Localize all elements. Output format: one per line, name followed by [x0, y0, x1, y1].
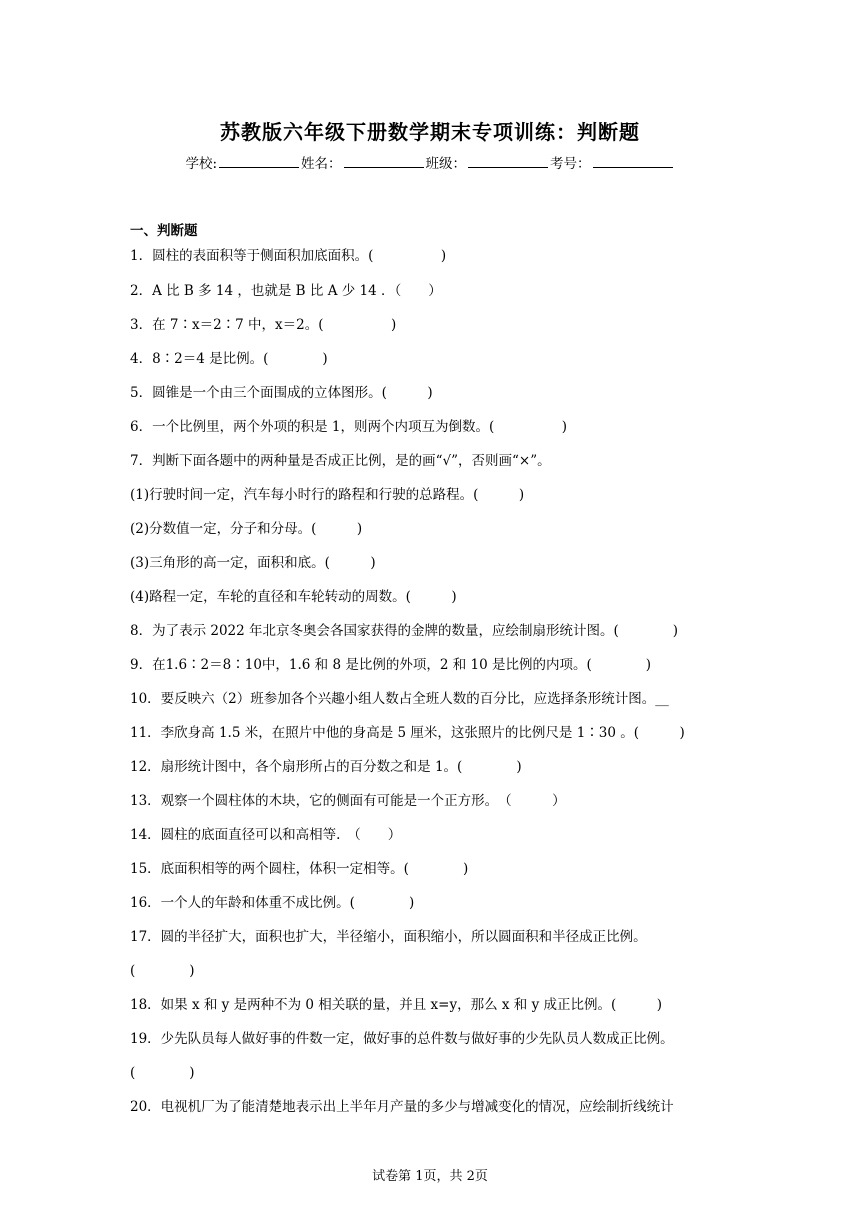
question-14: 14．圆柱的底面直径可以和高相等. （ ）	[130, 827, 402, 843]
question-5: 5．圆锥是一个由三个面围成的立体图形。( )	[130, 385, 433, 401]
question-2: 2．A 比 B 多 14 ，也就是 B 比 A 少 14 ．（ ）	[130, 283, 442, 299]
class-blank[interactable]	[468, 154, 548, 168]
school-label: 学校:	[185, 156, 218, 172]
question-20: 20．电视机厂为了能清楚地表示出上半年月产量的多少与增减变化的情况，应绘制折线统计	[130, 1099, 674, 1115]
question-7-4: (4)路程一定，车轮的直径和车轮转动的周数。( )	[130, 589, 457, 605]
question-18: 18．如果 x 和 y 是两种不为 0 相关联的量，并且 x=y，那么 x 和 y 成正比例。( )	[130, 997, 663, 1013]
question-1: 1．圆柱的表面积等于侧面积加底面积。( )	[130, 248, 447, 264]
question-12: 12．扇形统计图中，各个扇形所占的百分数之和是 1。( )	[130, 759, 522, 775]
question-10: 10．要反映六（2）班参加各个兴趣小组人数占全班人数的百分比，应选择条形统计图。__	[130, 691, 669, 707]
exam-number-blank[interactable]	[593, 154, 673, 168]
name-label: 姓名：	[301, 156, 342, 172]
exam-number-label: 考号：	[550, 156, 591, 172]
question-7-1: (1)行驶时间一定，汽车每小时行的路程和行驶的总路程。( )	[130, 487, 525, 503]
class-label: 班级：	[425, 156, 467, 172]
question-19-answer: ( )	[130, 1065, 195, 1081]
question-4: 4．8∶2＝4 是比例。( )	[130, 351, 328, 367]
question-3: 3．在 7∶x＝2∶7 中，x＝2。( )	[130, 317, 397, 333]
question-8: 8．为了表示 2022 年北京冬奥会各国家获得的金牌的数量，应绘制扇形统计图。( )	[130, 623, 679, 639]
school-blank[interactable]	[219, 154, 299, 168]
page-footer: 试卷第 1页，共 2页	[372, 1169, 488, 1184]
question-19: 19．少先队员每人做好事的件数一定，做好事的总件数与做好事的少先队员人数成正比例。	[130, 1031, 674, 1047]
question-7-3: (3)三角形的高一定，面积和底。( )	[130, 555, 376, 571]
student-info-line	[0, 152, 860, 172]
question-17-answer: ( )	[130, 963, 195, 979]
question-7-2: (2)分数值一定，分子和分母。( )	[130, 521, 363, 537]
question-11: 11．李欣身高 1.5 米，在照片中他的身高是 5 厘米，这张照片的比例尺是 1∶30 。( )	[130, 725, 685, 741]
question-7: 7．判断下面各题中的两种量是否成正比例，是的画“√”，否则画“×”。	[130, 453, 551, 469]
question-17: 17．圆的半径扩大，面积也扩大，半径缩小，面积缩小，所以圆面积和半径成正比例。	[130, 929, 647, 945]
question-16: 16．一个人的年龄和体重不成比例。( )	[130, 895, 415, 911]
question-15: 15．底面积相等的两个圆柱，体积一定相等。( )	[130, 861, 469, 877]
name-blank[interactable]	[344, 154, 424, 168]
section-title: 一、判断题	[130, 223, 198, 239]
question-13: 13．观察一个圆柱体的木块，它的侧面有可能是一个正方形。 （ ）	[130, 793, 566, 809]
page-title: 苏教版六年级下册数学期末专项训练：判断题	[220, 120, 640, 144]
question-9: 9．在1.6∶2＝8∶10中，1.6 和 8 是比例的外项，2 和 10 是比例的内项。( )	[130, 657, 652, 673]
question-6: 6．一个比例里，两个外项的积是 1，则两个内项互为倒数。( )	[130, 419, 568, 435]
